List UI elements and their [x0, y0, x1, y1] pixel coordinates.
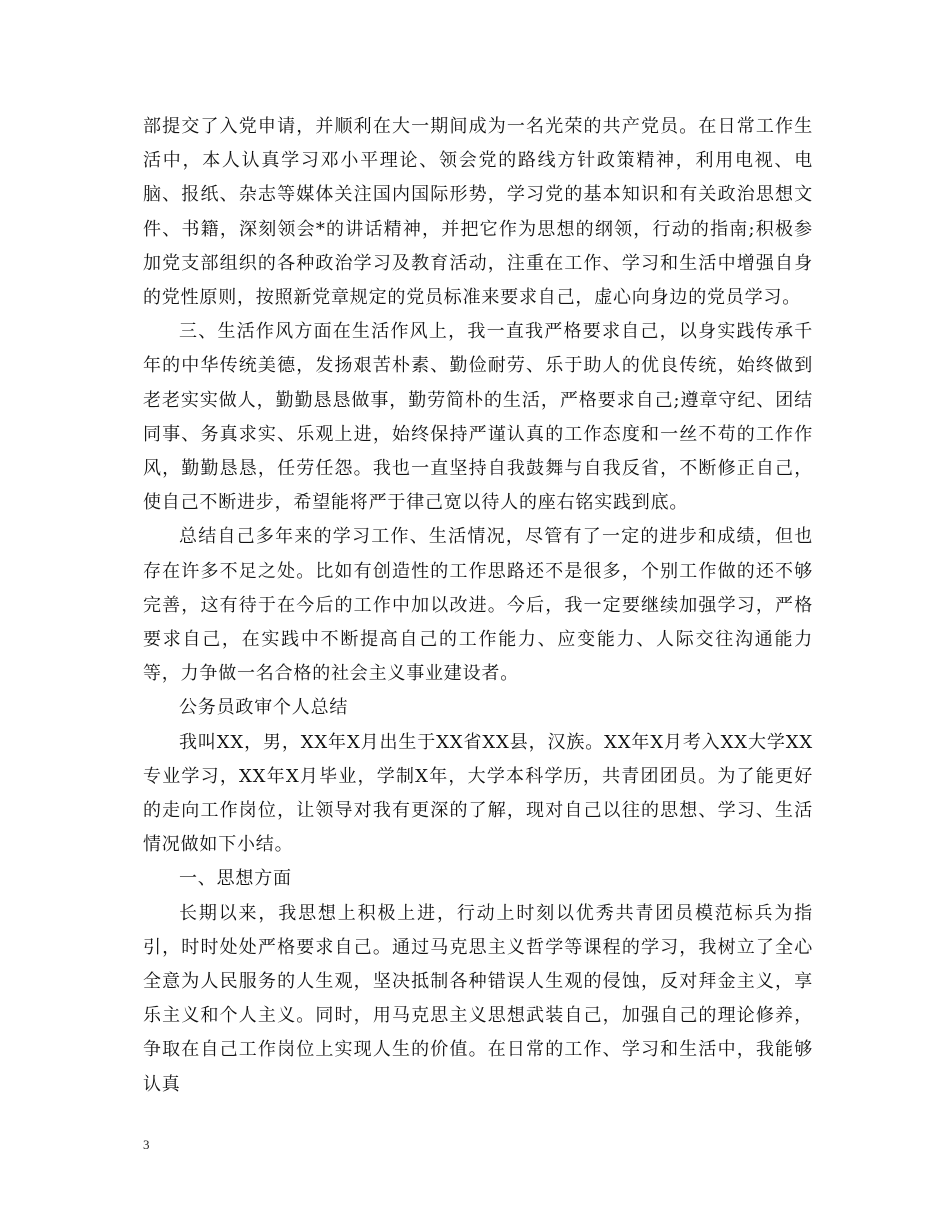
- paragraph-summary: 总结自己多年来的学习工作、生活情况，尽管有了一定的进步和成绩，但也存在许多不足之处。比如有创造性的工作思路还不是很多，个别工作做的还不够完善，这有待于在今后的工作中加以改进。今后，我一定要继续加强学习，严格要求自己，在实践中不断提高自己的工作能力、应变能力、人际交往沟通能力等，力争做一名合格的社会主义事业建设者。: [143, 526, 813, 685]
- paragraph-party-membership-continued: 部提交了入党申请，并顺利在大一期间成为一名光荣的共产党员。在日常工作生活中，本人认真学习邓小平理论、领会党的路线方针政策精神，利用电视、电脑、报纸、杂志等媒体关注国内国际形势，学习党的基本知识和有关政治思想文件、书籍，深刻领会*的讲话精神，并把它作为思想的纲领，行动的指南;积极参加党支部组织的各种政治学习及教育活动，注重在工作、学习和生活中增强自身的党性原则，按照新党章规定的党员标准来要求自己，虚心向身边的党员学习。: [143, 116, 813, 309]
- page-number: 3: [143, 1137, 150, 1152]
- paragraph-ideology: 长期以来，我思想上积极上进，行动上时刻以优秀共青团员模范标兵为指引，时时处处严格要求自己。通过马克思主义哲学等课程的学习，我树立了全心全意为人民服务的人生观，坚决抵制各种错误人生观的侵蚀，反对拜金主义，享乐主义和个人主义。同时，用马克思主义思想武装自己，加强自己的理论修养，争取在自己工作岗位上实现人生的价值。在日常的工作、学习和生活中，我能够认真: [143, 902, 813, 1095]
- section-heading-ideology: 一、思想方面: [179, 868, 292, 890]
- paragraph-personal-introduction: 我叫XX，男，XX年X月出生于XX省XX县，汉族。XX年X月考入XX大学XX专业学习，XX年X月毕业，学制X年，大学本科学历，共青团团员。为了能更好的走向工作岗位，让领导对我有更深的了解，现对自己以往的思想、学习、生活情况做如下小结。: [143, 731, 813, 856]
- paragraph-lifestyle: 三、生活作风方面在生活作风上，我一直我严格要求自己，以身实践传承千年的中华传统美德，发扬艰苦朴素、勤俭耐劳、乐于助人的优良传统，始终做到老老实实做人，勤勤恳恳做事，勤劳简朴的生活，严格要求自己;遵章守纪、团结同事、务真求实、乐观上进，始终保持严谨认真的工作态度和一丝不苟的工作作风，勤勤恳恳，任劳任怨。我也一直坚持自我鼓舞与自我反省，不断修正自己，使自己不断进步，希望能将严于律己宽以待人的座右铭实践到底。: [143, 321, 813, 514]
- section-title-civil-servant-review: 公务员政审个人总结: [179, 697, 349, 719]
- document-body: [143, 110, 813, 1102]
